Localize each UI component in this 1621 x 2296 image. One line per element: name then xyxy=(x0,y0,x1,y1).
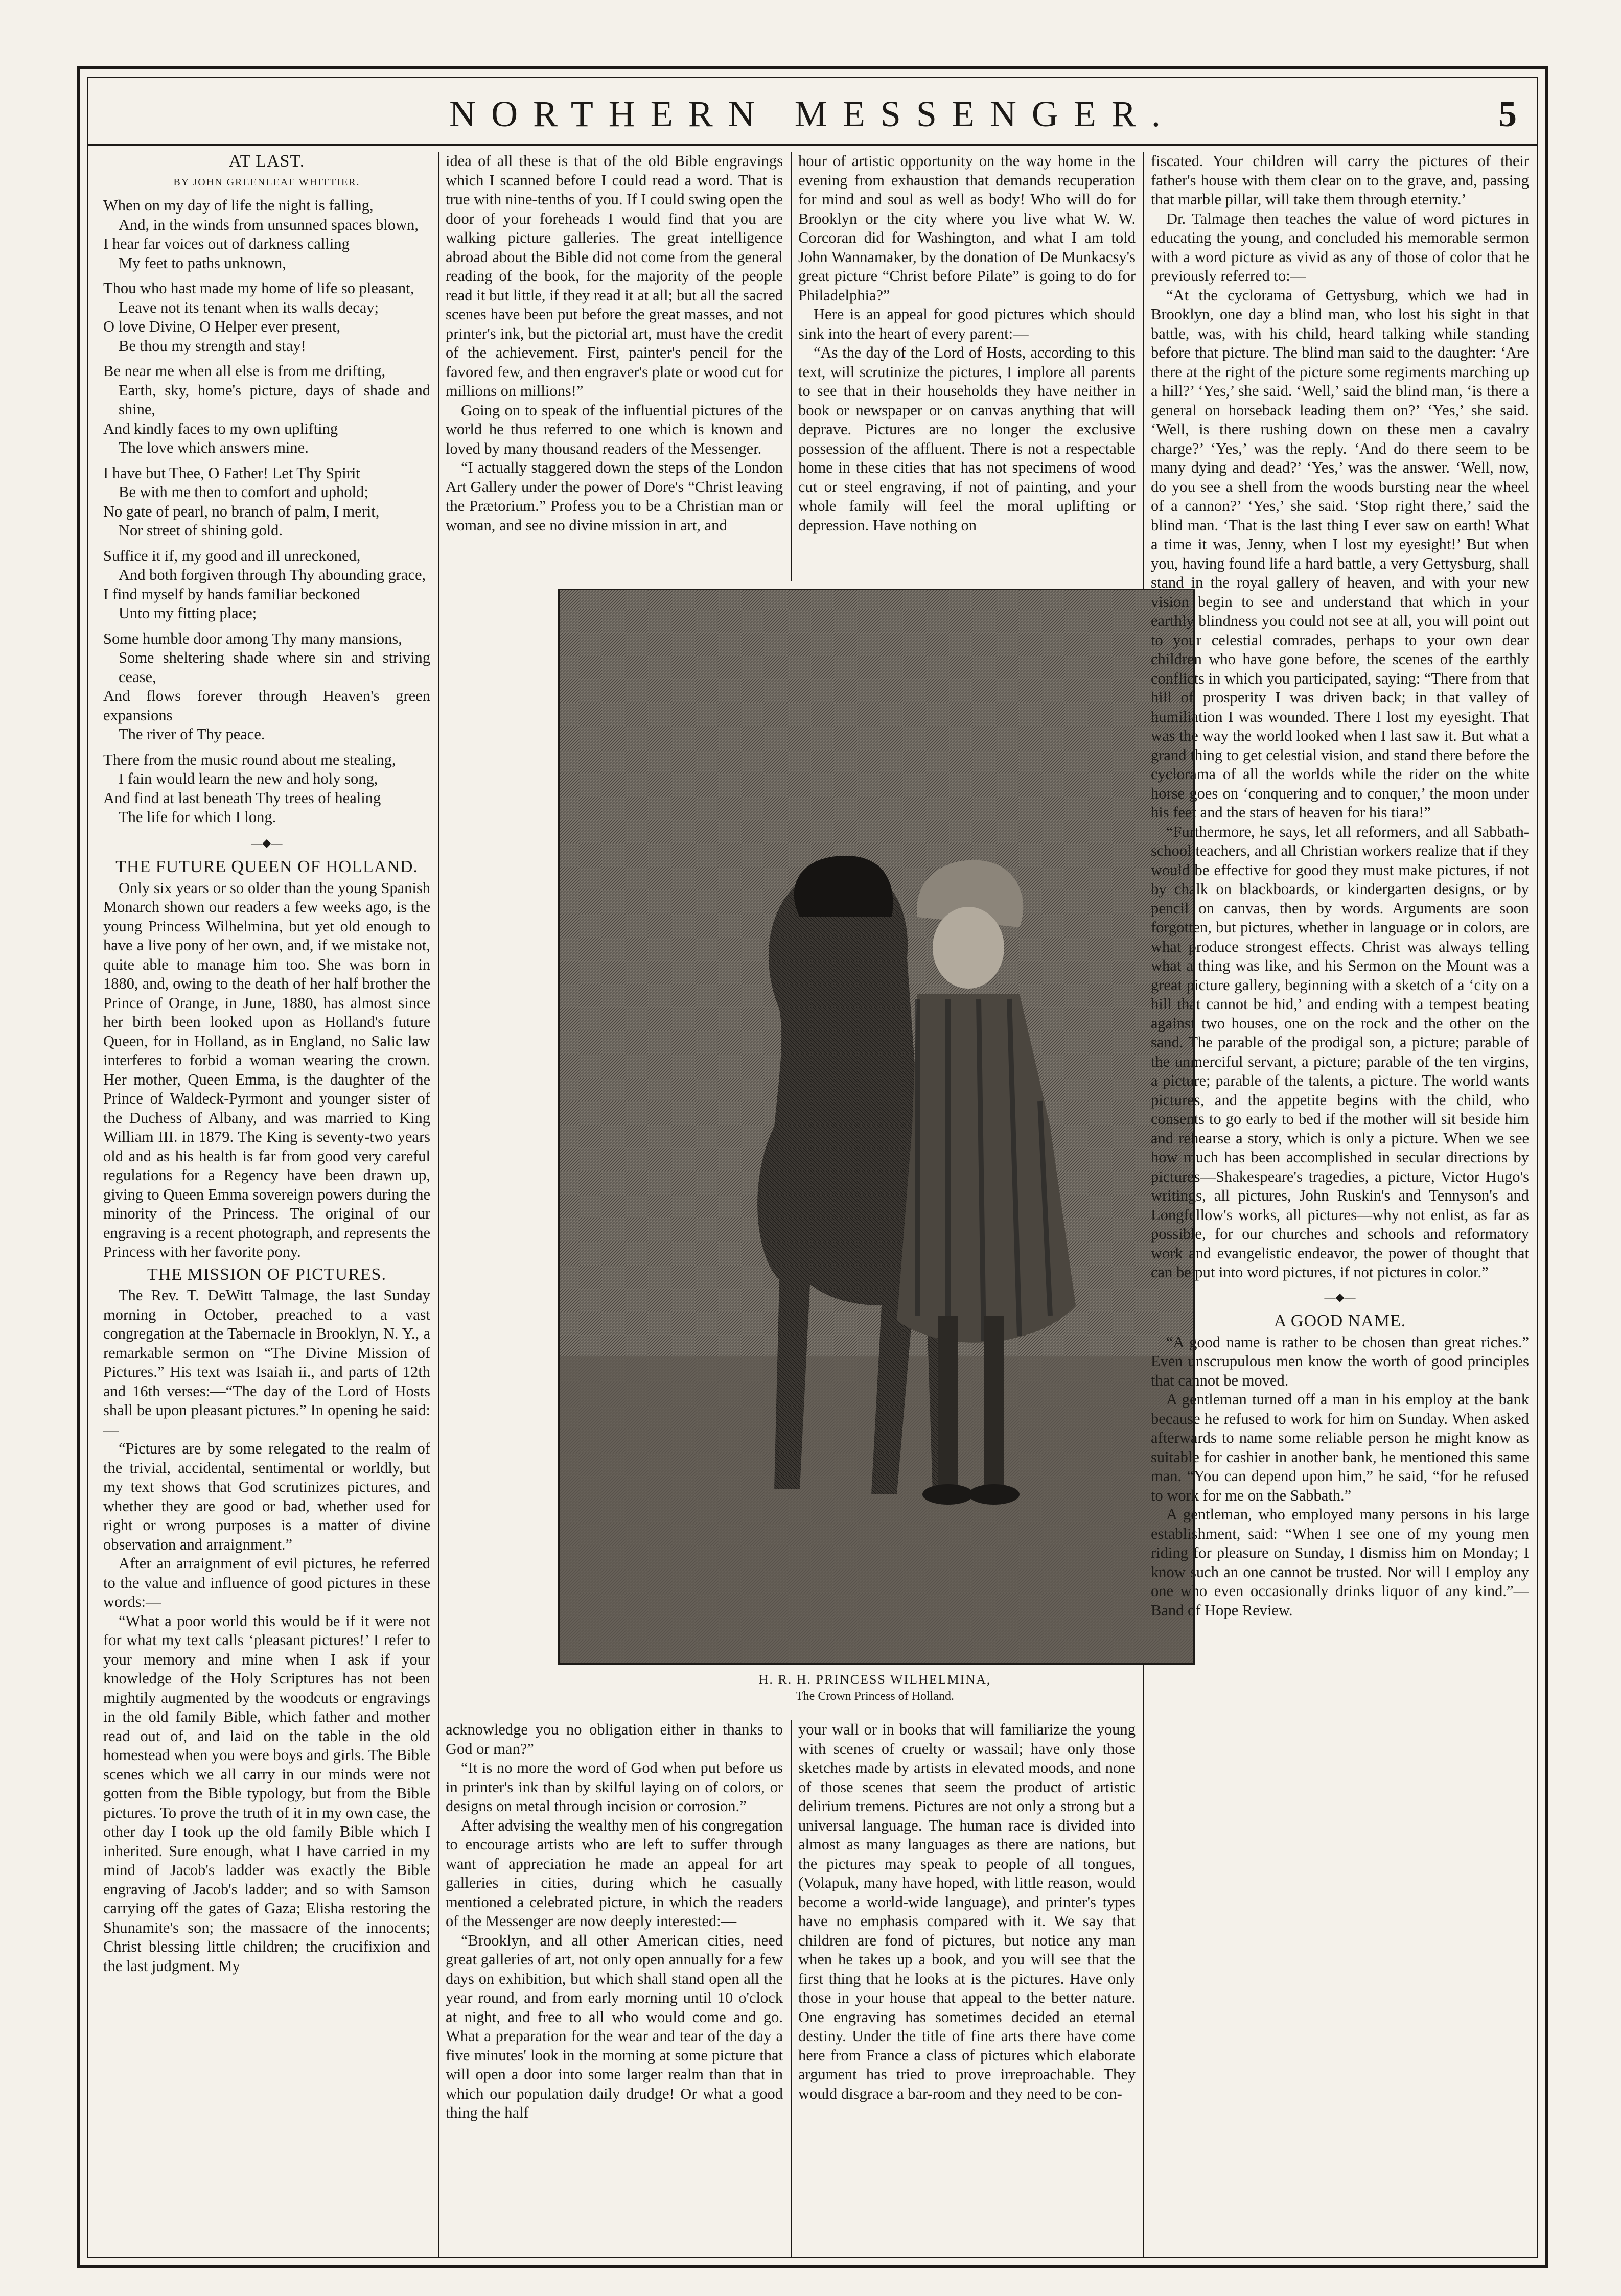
good-name-title: A GOOD NAME. xyxy=(1273,1311,1406,1330)
column-1 xyxy=(103,152,430,2257)
mission-col4 xyxy=(1151,152,1529,1282)
good-name-text xyxy=(1151,1333,1529,1621)
queen-text: Only six years or so older than the young Spanish Monarch shown our readers a few weeks ago, is the young Princess Wilhelmina, but yet old enough to have a live pony of her own, and, if we mistake not, quite able to manage him too. She was born in 1880, and, owing to the death of her half brother the Prince of Orange, in June, 1880, has almost since her birth been looked upon as Holland's future Queen, for in Holland, as in England, no Salic law interferes to forbid a woman wearing the crown. Her mother, Queen Emma, is the daughter of the Prince of Waldeck-Pyrmont and younger sister of the Duchess of Albany, and was married to King William III. in 1879. The King is seventy-two years old and as his health is far from good very careful regulations for a Regency have been drawn up, giving to Queen Emma sovereign powers during the minority of the Princess. The original of our engraving is a recent photograph, and represents the Princess with her favorite pony. xyxy=(103,879,430,1260)
paragraph: fiscated. Your children will carry the pictures of their father's house with them clear on to the grave, and, passing that marble pillar, will take them through eternity.’ xyxy=(1151,152,1529,208)
paragraph: “What a poor world this would be if it were not for what my text calls ‘pleasant pictures!’ I refer to your memory and mine when I ask if your knowledge of the Holy Scriptures has not been mightily augmented by the woodcuts or engravings in the old family Bible, which father and mother read out of, and laid on the table in the old homestead when you were boys and girls. The Bible scenes which we all carry in our minds were not gotten from the Bible typology, but from the Bible pictures. To prove the truth of it in my own case, the other day I took up the old family Bible which I inherited. Sure enough, what I have carried in my mind of Jacob's ladder was exactly the Bible engraving of Jacob's ladder; and so with Samson carrying off the gates of Gaza; Elisha restoring the Shunamite's son; the massacre of the innocents; Christ blessing little children; the crucifixion and the last judgment. My xyxy=(103,1612,430,1975)
column-rule-2b xyxy=(791,1720,792,2257)
column-3-top xyxy=(798,152,1136,581)
poem-stanzas xyxy=(103,196,430,827)
newspaper-page xyxy=(77,66,1548,2268)
poem-line: My feet to paths unknown, xyxy=(119,254,286,272)
masthead-title: NORTHERN MESSENGER. xyxy=(449,93,1176,134)
poem-stanza xyxy=(103,362,430,458)
paragraph: “At the cyclorama of Gettysburg, which we had in Brooklyn, one day a blind man, who lost his sight in that battle, was, with his child, heard talking while standing before that picture. The blind man said to the daughter: ‘Are there at the right of the picture some regiments marching up a hill?’ ‘Yes,’ she said. ‘Well,’ said the blind man, ‘is there a general on horseback leading them on?’ ‘Yes,’ she said. ‘Well, is there rushing down on these men a cavalry charge?’ ‘Yes,’ was the reply. ‘And do there seem to be many dying and dead?’ ‘Yes,’ was the answer. ‘Well, now, do you see a shell from the woods bursting near the wheel of a cannon?’ ‘Yes,’ she said. ‘Stop right there,’ said the blind man. ‘That is the last thing I ever saw on earth! What a time it was, Jenny, when I lost my eyesight!’ But when you, having found life a hard battle, a very Gettysburg, shall stand in the royal gallery of heaven, and with your new vision begin to see and understand that which in your earthly blindness you could not see at all, you will point out to your celestial comrades, perhaps to your own dear children who have gone before, the scenes of the earthly conflicts in which you participated, saying: “There from that hill of prosperity I was driven back; in that valley of humiliation I was wounded. There I lost my eyesight. That was the way the world looked when I last saw it. But what a grand thing to get celestial vision, and stand there before the cyclorama of all the worlds while the rider on the white horse goes on ‘conquering and to conquer,’ the moon under his feet and the stars of heaven for his tiara!” xyxy=(1151,286,1529,821)
poem-line: When on my day of life the night is falling, xyxy=(103,197,374,214)
paragraph: “I actually staggered down the steps of the London Art Gallery under the power of Dore's “Christ leaving the Prætorium.” Profess you to be a Christian man or woman, and see no divine mission in art, and xyxy=(446,459,783,534)
poem-stanza xyxy=(103,629,430,744)
poem-line: There from the music round about me stealing, xyxy=(103,751,396,768)
paragraph: Dr. Talmage then teaches the value of word pictures in educating the young, and concluded his memorable sermon with a word picture as vivid as any of those of color that he previously referred to:— xyxy=(1151,209,1529,285)
article-future-queen xyxy=(103,857,430,1262)
poem-line: I hear far voices out of darkness calling xyxy=(103,235,350,252)
section-divider: —◆— xyxy=(251,836,283,849)
column-rule-1 xyxy=(438,152,439,2257)
poem-line: Suffice it if, my good and ill unreckoned, xyxy=(103,547,361,565)
engraving-caption xyxy=(558,1672,1192,1704)
paragraph: acknowledge you no obligation either in thanks to God or man?” xyxy=(446,1721,783,1758)
paragraph: idea of all these is that of the old Bible engravings which I scanned before I could read a word. That is true with nine-tenths of you. If I could swing open the door of your foreheads I would find that you are walking picture galleries. The great intelligence abroad about the Bible did not come from the general reading of the book, for the majority of the people read it but little, if they read it at all; but all the sacred scenes have been put before the great masses, and not printer's ink, but the pictorial art, must have the credit of the achievement. First, painter's pencil for the favored few, and then engraver's plate or wood cut for millions on millions!” xyxy=(446,152,783,400)
mission-col3-bottom xyxy=(798,1720,1136,2103)
column-3-bottom xyxy=(798,1720,1136,2257)
poem-title: AT LAST. xyxy=(228,152,305,171)
masthead-rule xyxy=(88,144,1537,146)
paragraph: hour of artistic opportunity on the way home in the evening from exhaustion that demands recuperation for mind and soul as well as body! Who will do for Brooklyn or the city where you live what W. W. Corcoran did for Washington, and what I am told John Wannamaker, by the donation of De Munkacsy's great picture “Christ before Pilate” is going to do for Philadelphia?” xyxy=(798,152,1136,304)
poem-line: The life for which I long. xyxy=(119,808,276,826)
column-rule-2 xyxy=(791,152,792,581)
poem-line: Some humble door among Thy many mansions, xyxy=(103,629,402,647)
paragraph: A gentleman, who employed many persons in his large establishment, said: “When I see one of my young men riding for pleasure on Sunday, I dismiss him on Monday; I know such an one cannot be trusted. Nor will I employ any one who even occasionally drinks liquor of any kind.”—Band of Hope Review. xyxy=(1151,1506,1529,1619)
paragraph: The Rev. T. DeWitt Talmage, the last Sunday morning in October, preached to a vast congregation at the Tabernacle in Brooklyn, N. Y., a remarkable sermon on “The Divine Mission of Pictures.” His text was Isaiah ii., and parts of 12th and 16th verses:—“The day of the Lord of Hosts shall be upon pleasant pictures.” In opening he said:— xyxy=(103,1286,430,1438)
poem-line: Be thou my strength and stay! xyxy=(119,337,306,355)
poem-line: And both forgiven through Thy abounding grace, xyxy=(119,566,426,583)
paragraph: A gentleman turned off a man in his employ at the bank because he refused to work for him on Sunday. When asked afterwards to name some reliable person he might know as suitable for cashier in another bank, he mentioned this same man. “You can depend upon him,” he said, “for he refused to work for me on the Sabbath.” xyxy=(1151,1391,1529,1504)
column-2-bottom xyxy=(446,1720,783,2257)
paragraph: “As the day of the Lord of Hosts, according to this text, will scrutinize the pictures, I implore all parents to see that in their households they have neither in book or newspaper or on canvas anything that will deprave. Pictures are no longer the exclusive possession of the affluent. There is not a respectable home in these cities that has not specimens of wood cut or steel engraving, if not of painting, and your whole family will feel the moral uplifting or depression. Have nothing on xyxy=(798,344,1136,534)
paragraph: After advising the wealthy men of his congregation to encourage artists who are left to suffer through want of appreciation he made an appeal for art galleries in cities, during which he casually mentioned a celebrated picture, in which the readers of the Messenger are now deeply interested:— xyxy=(446,1816,783,1930)
poem-line: Earth, sky, home's picture, days of shade and shine, xyxy=(119,381,430,418)
page-frame xyxy=(87,77,1538,2258)
column-4 xyxy=(1151,152,1529,2257)
poem-line: Thou who hast made my home of life so pleasant, xyxy=(103,279,414,297)
mission-col1 xyxy=(103,1286,430,1976)
paragraph: Here is an appeal for good pictures which should sink into the heart of every parent:— xyxy=(798,306,1136,342)
poem-line: And find at last beneath Thy trees of healing xyxy=(103,789,381,807)
poem-line: I fain would learn the new and holy song, xyxy=(119,770,378,787)
poem-line: O love Divine, O Helper ever present, xyxy=(103,318,341,335)
paragraph: “It is no more the word of God when put before us in printer's ink than by skilful laying on of colors, or designs on metal through incision or corrosion.” xyxy=(446,1759,783,1815)
poem-line: Nor street of shining gold. xyxy=(119,522,283,539)
poem-line: The love which answers mine. xyxy=(119,439,309,456)
poem-stanza xyxy=(103,751,430,827)
poem-byline: BY JOHN GREENLEAF WHITTIER. xyxy=(173,176,360,188)
column-2-top xyxy=(446,152,783,581)
poem-stanza xyxy=(103,547,430,623)
mission-col2-bottom xyxy=(446,1720,783,2123)
masthead xyxy=(88,93,1537,149)
poem-line: And, in the winds from unsunned spaces blown, xyxy=(119,216,419,233)
paragraph: “Pictures are by some relegated to the realm of the trivial, accidental, sentimental or worldly, but my text shows that God scrutinizes pictures, and whether they are good or bad, whether used for right or wrong purposes is a matter of divine observation and arraignment.” xyxy=(103,1440,430,1553)
mission-title: THE MISSION OF PICTURES. xyxy=(147,1264,386,1284)
poem-line: And flows forever through Heaven's green expansions xyxy=(103,687,430,724)
paragraph: After an arraignment of evil pictures, he referred to the value and influence of good pictures in these words:— xyxy=(103,1555,430,1610)
poem-stanza xyxy=(103,196,430,273)
poem-line: Be near me when all else is from me drifting, xyxy=(103,362,386,380)
poem-line: No gate of pearl, no branch of palm, I merit, xyxy=(103,502,380,520)
poem-line: I have but Thee, O Father! Let Thy Spirit xyxy=(103,464,360,482)
caption-line-1: H. R. H. PRINCESS WILHELMINA, xyxy=(758,1672,991,1687)
paragraph: “A good name is rather to be chosen than great riches.” Even unscrupulous men know the worth of good principles that cannot be moved. xyxy=(1151,1333,1529,1389)
princess-engraving xyxy=(558,589,1195,1665)
paragraph: Going on to speak of the influential pictures of the world he thus referred to one which is known and loved by many thousand readers of the Messenger. xyxy=(446,401,783,457)
queen-title: THE FUTURE QUEEN OF HOLLAND. xyxy=(115,857,418,876)
poem-stanza xyxy=(103,464,430,541)
mission-col3-top xyxy=(798,152,1136,535)
poem-line: And kindly faces to my own uplifting xyxy=(103,419,338,437)
engraving-illustration xyxy=(560,590,1193,1663)
mission-col2-top xyxy=(446,152,783,535)
poem-stanza xyxy=(103,279,430,356)
paragraph: “Furthermore, he says, let all reformers, and all Sabbath-school teachers, and all Christian workers realize that if they would be effective for good they must make pictures, if not by chalk on blackboards, or kindergarten designs, or by pencil on canvas, then by words. Arguments are soon forgotten, but pictures, whether in language or in colors, are what produce strongest effects. Christ was always telling what a thing was like, and his Sermon on the Mount was a great picture gallery, beginning with a sketch of a ‘city on a hill that cannot be hid,’ and ending with a tempest beating against two houses, one on the rock and the other on the sand. The parable of the prodigal son, a picture; parable of the unmerciful servant, a picture; parable of the ten virgins, a picture; parable of the talents, a picture. The world wants pictures, and the appetite begins with the child, who consents to go early to bed if the mother will sit beside him and rehearse a story, which is only a picture. When we see how much has been accomplished in secular directions by pictures—Shakespeare's tragedies, a picture, Victor Hugo's writings, all pictures, John Ruskin's and Tennyson's and Longfellow's works, all pictures—why not enlist, as far as possible, for our churches and schools and reformatory work and evangelistic endeavor, the power of thought that can be put into word pictures, if not pictures in color.” xyxy=(1151,823,1529,1281)
paragraph: your wall or in books that will familiarize the young with scenes of cruelty or wassail; have only those sketches made by artists in elevated moods, and none of those scenes that seem the product of artistic delirium tremens. Pictures are not only a strong but a universal language. The human race is divided into almost as many languages as there are nations, but the pictures may speak to people of all tongues, (Volapuk, many have hoped, with little reason, would become a world-wide language), and printer's types have no emphasis compared with it. We say that children are fond of pictures, but notice any man when he takes up a book, and you will see that the first thing that he looks at is the pictures. Have only those in your house that appeal to the better nature. One engraving has sometimes decided an eternal destiny. Under the title of fine arts there have come here from France a class of pictures which elaborate argument has tried to prove irreproachable. They would disgrace a bar-room and they need to be con- xyxy=(798,1721,1136,2102)
poem-line: I find myself by hands familiar beckoned xyxy=(103,585,361,603)
poem-line: Be with me then to comfort and uphold; xyxy=(119,483,368,501)
paragraph: “Brooklyn, and all other American cities, need great galleries of art, not only open annually for a few days on exhibition, but which shall stand open all the year round, and from early morning until 10 o'clock at night, and free to all who would come and go. What a preparation for the wear and tear of the day a five minutes' look in the morning at some picture that will open a door into some larger realm than that in which our population daily drudge! Or what a good thing the half xyxy=(446,1931,783,2121)
page-number: 5 xyxy=(1498,93,1517,134)
poem-at-last xyxy=(103,152,430,827)
poem-line: Unto my fitting place; xyxy=(119,604,257,622)
section-divider-2: —◆— xyxy=(1324,1290,1356,1303)
poem-line: The river of Thy peace. xyxy=(119,725,265,743)
caption-line-2: The Crown Princess of Holland. xyxy=(796,1690,954,1703)
poem-line: Some sheltering shade where sin and striving cease, xyxy=(119,649,430,686)
poem-line: Leave not its tenant when its walls decay; xyxy=(119,298,379,316)
